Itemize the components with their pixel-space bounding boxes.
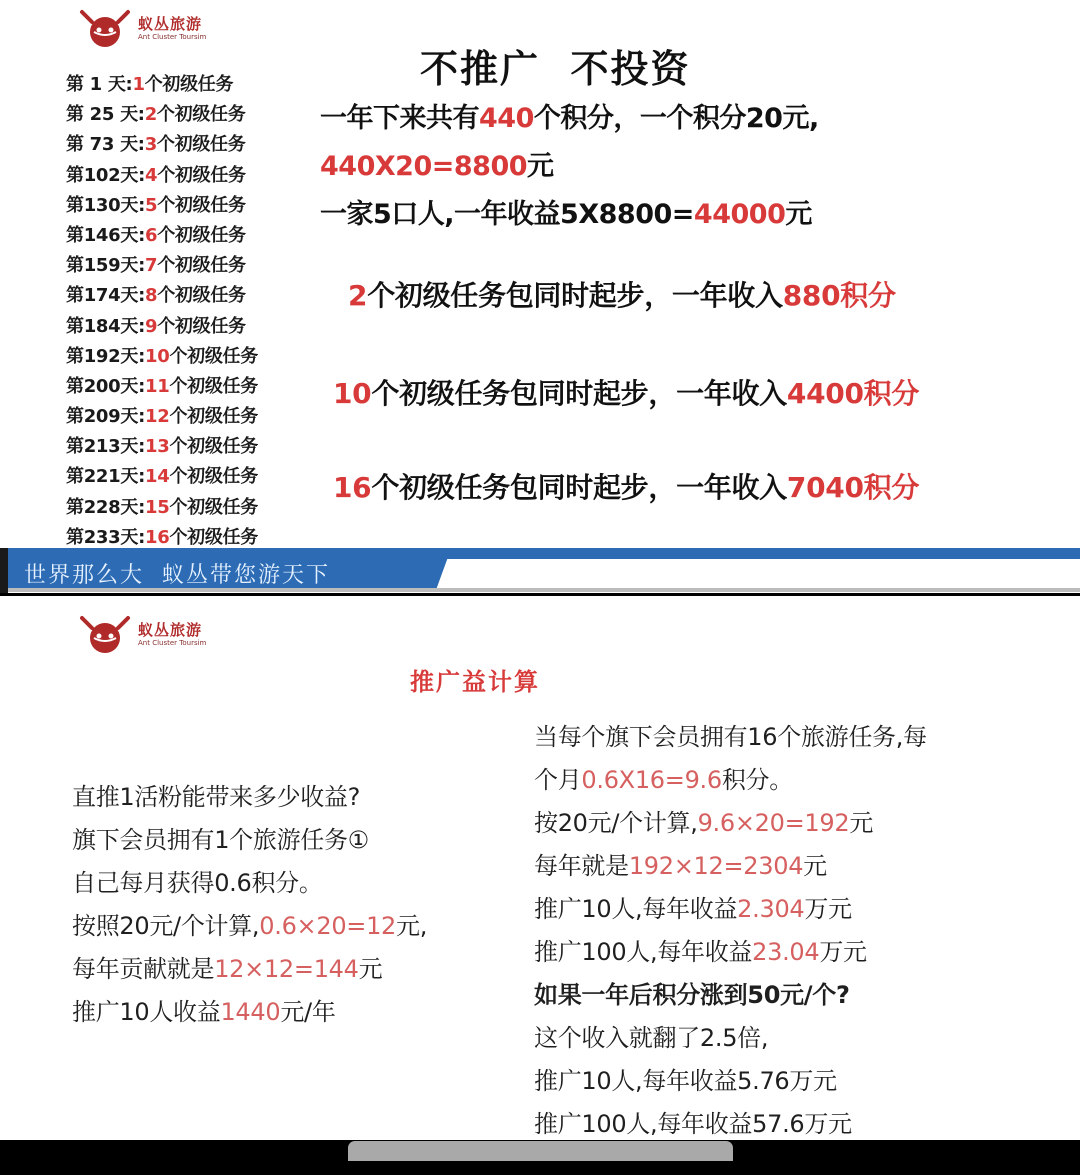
text-line: 按20元/个计算,9.6×20=192元 <box>534 809 874 837</box>
schedule-row: 第130天:5个初级任务 <box>66 194 246 216</box>
left-edge-strip <box>0 548 8 593</box>
slogan-text: 世界那么大 蚁丛带您游天下 <box>24 563 330 588</box>
calc-line-value: 440X20=8800元 <box>320 151 554 182</box>
text-line: 推广10人,每年收益5.76万元 <box>534 1067 837 1095</box>
calc-line-total-points: 一年下来共有440个积分，一个积分20元, <box>320 103 819 134</box>
schedule-row: 第 25 天:2个初级任务 <box>66 104 246 126</box>
text-line: 这个收入就翻了2.5倍, <box>534 1024 769 1052</box>
question-heading: 直推1活粉能带来多少收益? <box>72 783 361 811</box>
schedule-row: 第159天:7个初级任务 <box>66 255 246 277</box>
slogan-banner <box>8 548 1080 590</box>
text-line: 自己每月获得0.6积分。 <box>72 869 323 897</box>
headline: 不推广 不投资 <box>420 47 691 91</box>
text-line: 个月0.6X16=9.6积分。 <box>534 766 793 794</box>
text-line: 推广100人,每年收益23.04万元 <box>534 938 867 966</box>
horizontal-scrollbar[interactable] <box>348 1141 733 1161</box>
brand-logo <box>76 6 206 50</box>
package-line: 10个初级任务包同时起步，一年收入4400积分 <box>333 377 920 410</box>
schedule-row: 第 73 天:3个初级任务 <box>66 134 246 156</box>
schedule-row: 第221天:14个初级任务 <box>66 466 258 488</box>
brand-logo <box>76 612 206 656</box>
package-line: 2个初级任务包同时起步，一年收入880积分 <box>348 279 896 312</box>
text-line: 推广100人,每年收益57.6万元 <box>534 1110 852 1138</box>
brand-name-en: Ant Cluster Toursim <box>138 638 207 647</box>
question-heading: 如果一年后积分涨到50元/个? <box>534 981 850 1009</box>
ant-logo-icon <box>76 612 134 656</box>
left-column <box>72 776 427 1034</box>
brand-name-cn: 蚁丛旅游 <box>138 14 203 33</box>
brand-name-cn: 蚁丛旅游 <box>138 620 203 639</box>
schedule-row: 第184天:9个初级任务 <box>66 315 246 337</box>
text-line: 推广10人收益1440元/年 <box>72 998 336 1026</box>
package-line: 16个初级任务包同时起步，一年收入7040积分 <box>333 471 920 504</box>
task-schedule-list <box>66 70 258 553</box>
text-line: 每年就是192×12=2304元 <box>534 852 827 880</box>
schedule-row: 第228天:15个初级任务 <box>66 496 258 518</box>
schedule-row: 第209天:12个初级任务 <box>66 406 258 428</box>
schedule-row: 第146天:6个初级任务 <box>66 224 246 246</box>
text-line: 每年贡献就是12×12=144元 <box>72 955 383 983</box>
schedule-row: 第200天:11个初级任务 <box>66 375 258 397</box>
schedule-row: 第 1 天:1个初级任务 <box>66 74 234 95</box>
text-line: 旗下会员拥有1个旅游任务① <box>72 826 369 854</box>
text-line: 推广10人,每年收益2.304万元 <box>534 895 852 923</box>
text-line: 当每个旗下会员拥有16个旅游任务,每 <box>534 723 927 751</box>
schedule-row: 第192天:10个初级任务 <box>66 345 258 367</box>
schedule-row: 第213天:13个初级任务 <box>66 436 258 458</box>
ant-logo-icon <box>76 6 134 50</box>
right-column <box>534 716 927 1140</box>
calc-line-family: 一家5口人,一年收益5X8800=44000元 <box>320 199 812 230</box>
section-title: 推广益计算 <box>410 668 540 696</box>
schedule-row: 第102天:4个初级任务 <box>66 164 246 186</box>
schedule-row: 第174天:8个初级任务 <box>66 285 246 307</box>
schedule-row: 第233天:16个初级任务 <box>66 526 258 548</box>
bottom-slide <box>0 596 1080 1140</box>
text-line: 按照20元/个计算,0.6×20=12元, <box>72 912 428 940</box>
brand-name-en: Ant Cluster Toursim <box>138 32 207 41</box>
